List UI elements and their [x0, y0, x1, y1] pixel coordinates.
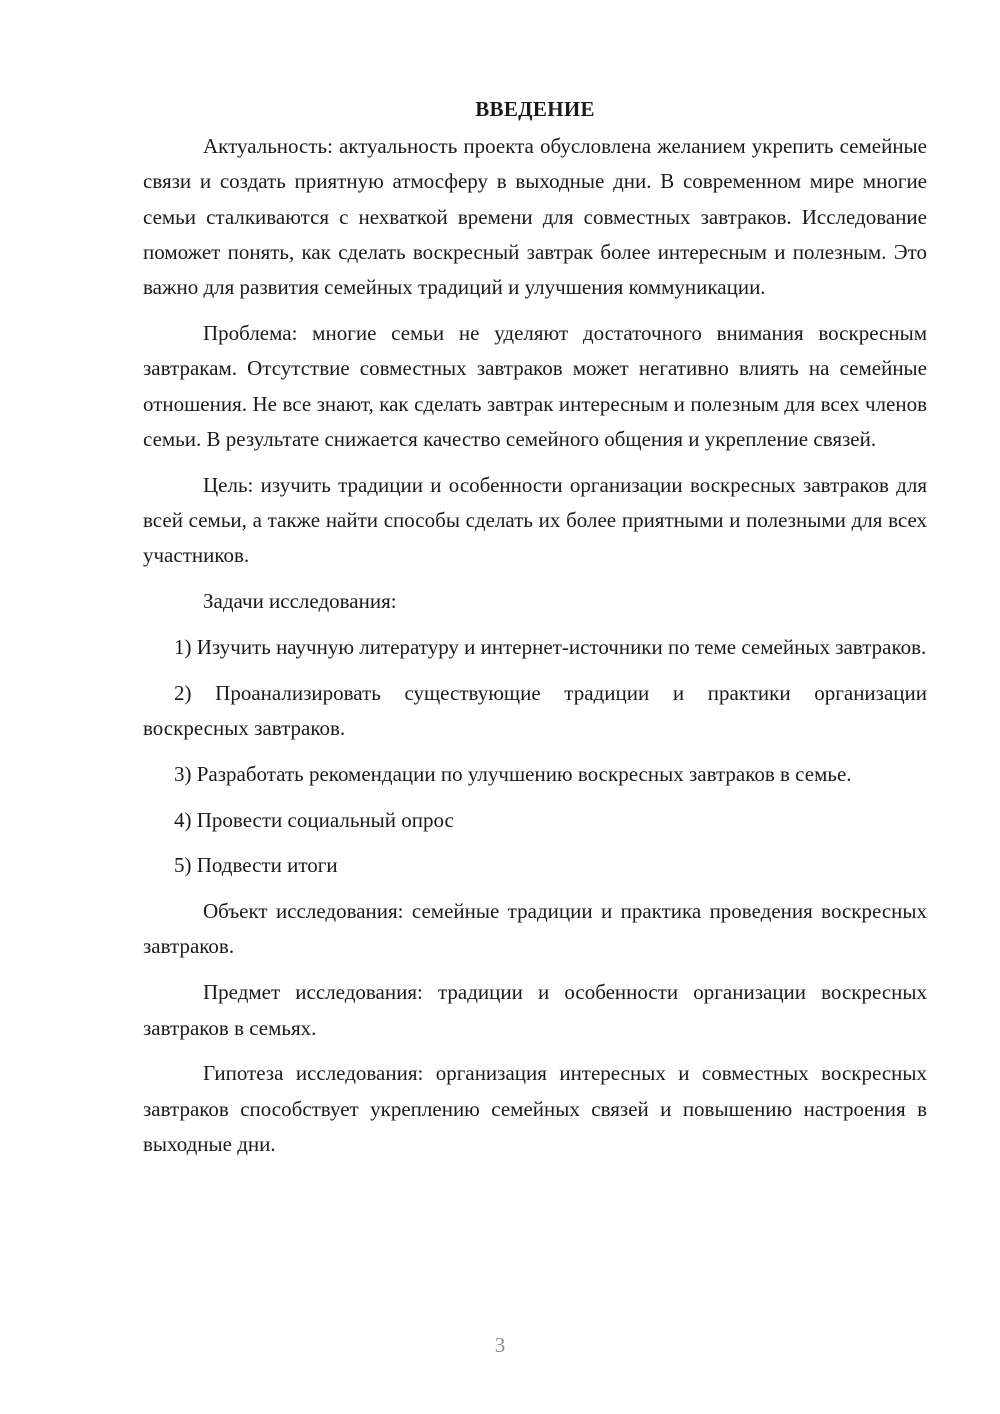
paragraph-object: Объект исследования: семейные традиции и практика проведения воскресных завтраков.	[143, 899, 927, 959]
paragraph-relevance: Актуальность: актуальность проекта обусловлена желанием укрепить семейные связи и создать приятную атмосферу в выходные дни. В современном мире многие семьи сталкиваются с нехваткой времени для совместных завтраков. Исследование поможет понять, как сделать воскресный завтрак более интересным и полезным. Это важно для развития семейных традиций и улучшения коммуникации.	[143, 134, 927, 300]
paragraph-subject: Предмет исследования: традиции и особенности организации воскресных завтраков в семьях.	[143, 980, 927, 1040]
paragraph-hypothesis: Гипотеза исследования: организация интересных и совместных воскресных завтраков способствует укреплению семейных связей и повышению настроения в выходные дни.	[143, 1061, 927, 1156]
paragraph-problem: Проблема: многие семьи не уделяют достаточного внимания воскресным завтракам. Отсутствие совместных завтраков может негативно влиять на семейные отношения. Не все знают, как сделать завтрак интересным и полезным для всех членов семьи. В результате снижается качество семейного общения и укрепление связей.	[143, 320, 927, 451]
document-page	[143, 92, 927, 1173]
page-number: 3	[494, 1333, 506, 1357]
paragraph-goal: Цель: изучить традиции и особенности организации воскресных завтраков для всей семьи, а также найти способы сделать их более приятными и полезными для всех участников.	[143, 472, 927, 568]
task-item: 1) Изучить научную литературу и интернет-источники по теме семейных завтраков.	[174, 634, 927, 659]
task-item: 2) Проанализировать существующие традиции и практики организации воскресных завтраков.	[143, 680, 927, 740]
task-item: 3) Разработать рекомендации по улучшению воскресных завтраков в семье.	[174, 761, 852, 786]
task-item: 4) Провести социальный опрос	[174, 807, 454, 832]
tasks-title: Задачи исследования:	[203, 589, 397, 614]
task-item: 5) Подвести итоги	[174, 853, 338, 878]
section-heading: ВВЕДЕНИЕ	[475, 97, 595, 121]
